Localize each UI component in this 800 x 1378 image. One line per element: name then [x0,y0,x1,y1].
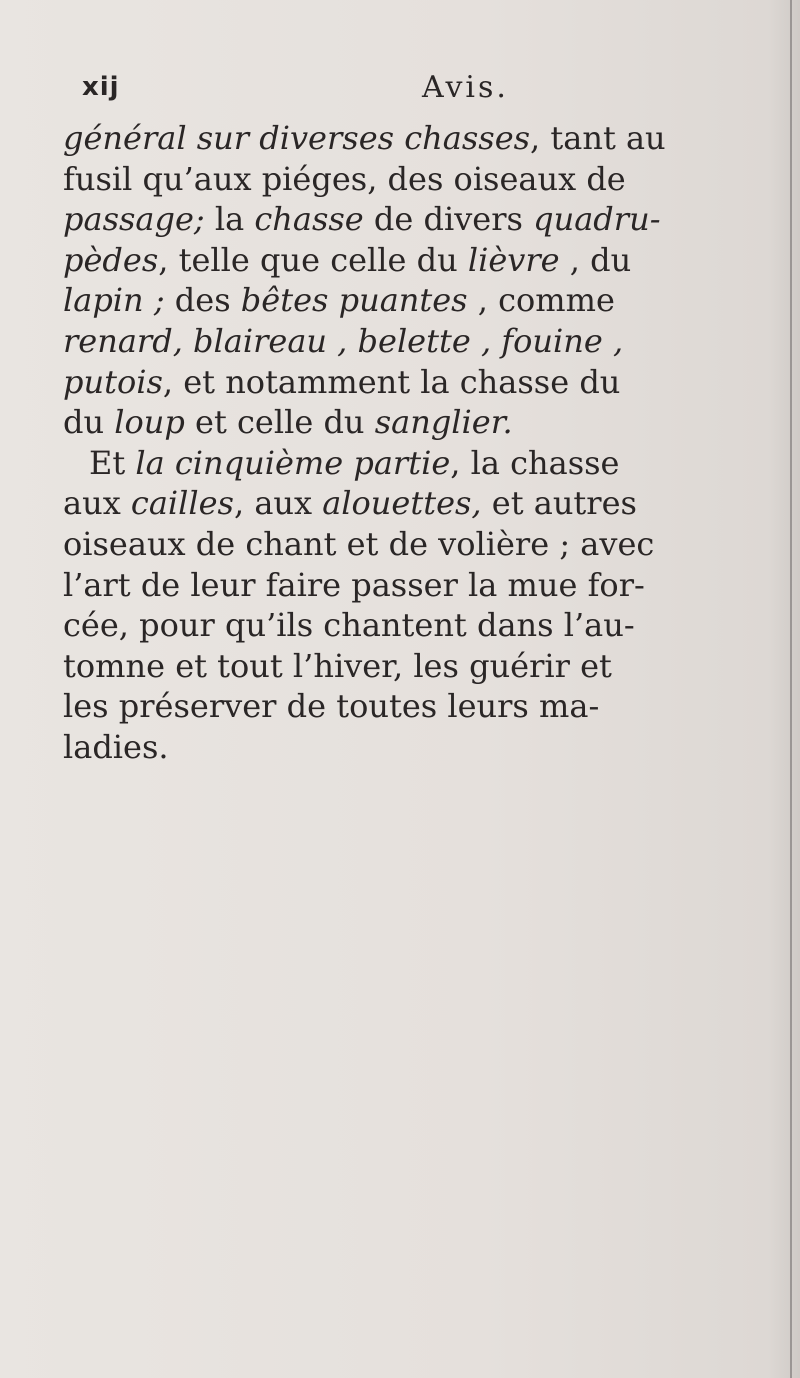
text-line [63,443,800,484]
running-title: Avis. [422,70,509,105]
text-line [63,483,800,524]
text-run: , du [559,240,632,279]
text-line [63,118,800,159]
text-line [63,402,800,443]
italic-run: loup [114,403,185,442]
text-run: et autres [481,484,637,523]
text-run: tomne et tout l’hiver, les guérir et [63,646,612,685]
italic-run: putois [63,362,163,401]
text-line [63,727,800,768]
text-line [63,605,800,646]
text-line [63,321,800,362]
text-run: de divers [363,200,534,239]
italic-run: la cinquième partie [135,443,451,482]
text-run: , tant au [530,119,666,157]
text-line [63,362,800,403]
text-run: la [204,200,255,239]
text-line [63,240,800,281]
text-line [63,686,800,727]
italic-run: bêtes puantes [240,281,468,320]
body-text [63,118,800,768]
text-run: aux [63,484,131,523]
page-header [82,70,782,114]
text-run: , et notamment la chasse du [162,362,621,401]
text-run: , comme [467,281,615,320]
text-run: du [63,403,115,442]
italic-run: passage; [63,200,205,239]
italic-run: général sur diverses chasses [63,119,531,157]
italic-run: cailles [130,484,234,523]
text-run: oiseaux de chant et de volière ; avec [63,524,655,563]
italic-run: alouettes, [322,484,482,523]
text-run: fusil qu’aux piéges, des oiseaux de [63,159,626,198]
italic-run: lièvre [467,240,560,279]
italic-run: chasse [254,200,364,239]
text-line [63,280,800,321]
text-run: des [164,281,241,320]
italic-run: renard, blaireau , belette , fouine , [63,321,624,360]
text-run: , aux [233,484,323,523]
italic-run: quadru- [533,200,661,239]
text-run: les préserver de toutes leurs ma- [63,687,600,726]
text-run: et celle du [184,403,375,442]
text-line [63,646,800,687]
text-run: Et [89,443,136,482]
italic-run: sanglier. [374,403,513,442]
text-run: l’art de leur faire passer la mue for- [63,565,645,604]
text-line [63,565,800,606]
text-run: cée, pour qu’ils chantent dans l’au- [63,606,635,645]
text-run: , la chasse [450,443,620,482]
italic-run: lapin ; [63,281,165,320]
text-line [63,199,800,240]
text-run: , telle que celle du [158,240,468,279]
page-number: xij [82,72,120,102]
text-run: ladies. [63,727,169,766]
text-line [63,159,800,200]
text-line [63,524,800,565]
italic-run: pèdes [63,240,159,279]
